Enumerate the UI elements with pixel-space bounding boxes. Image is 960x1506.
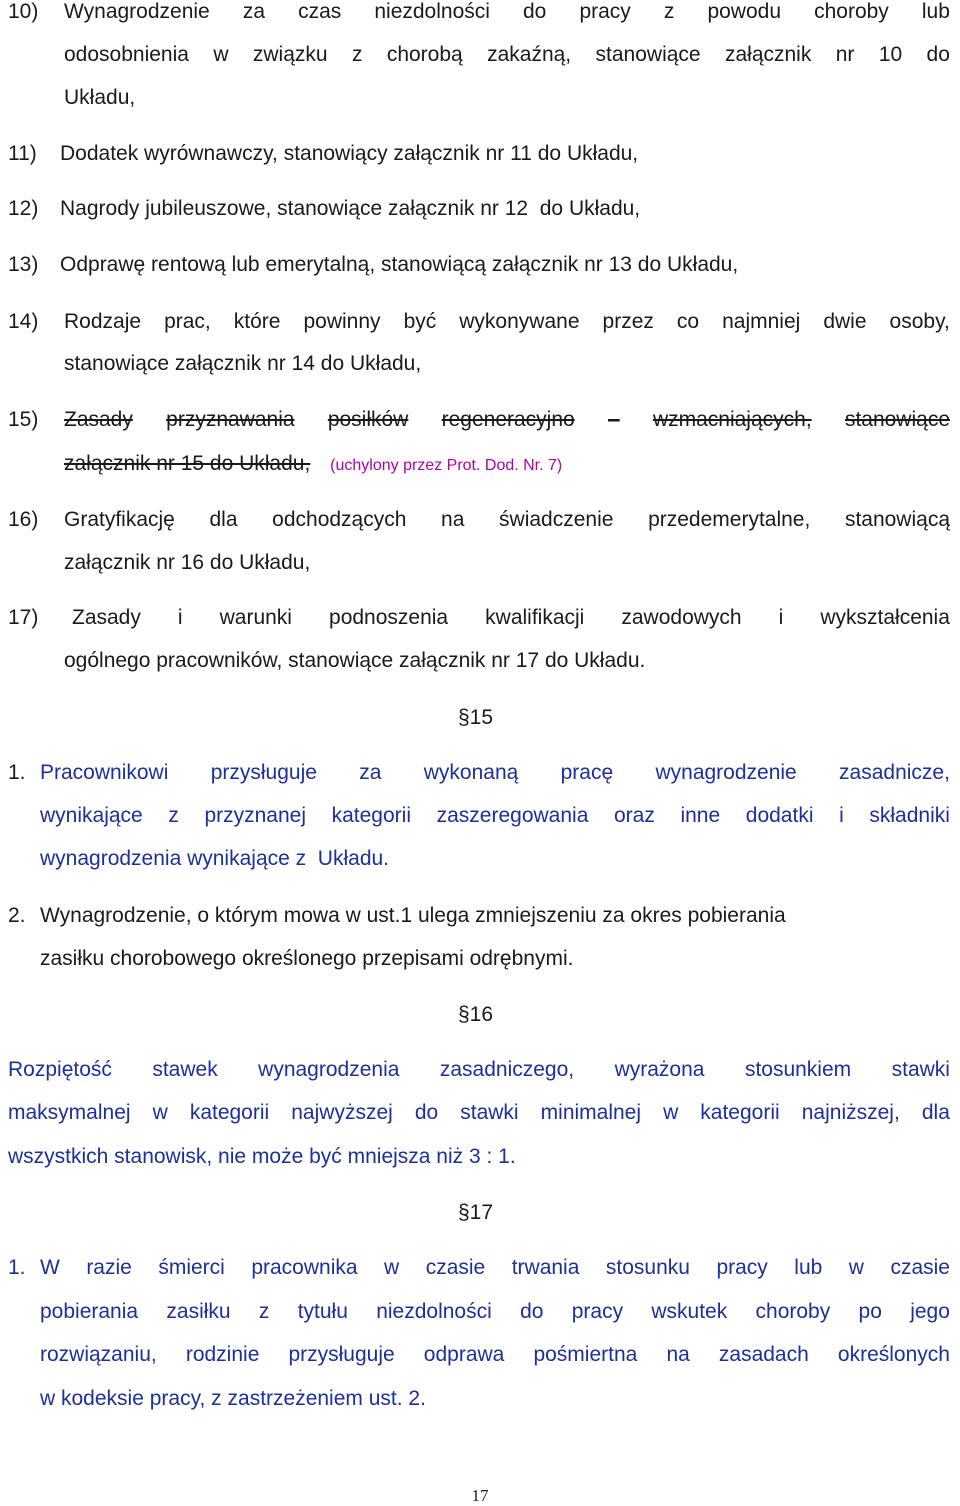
word: w: [663, 1101, 679, 1124]
item-line-struck: załącznik nr 15 do Układu,: [64, 452, 311, 475]
word: przyznanej: [204, 804, 306, 827]
item-text: Nagrody jubileuszowe, stanowiące załącznik nr 12 do Układu,: [60, 197, 641, 220]
word: zakaźną,: [487, 43, 572, 66]
word: przysługuje: [288, 1343, 395, 1366]
word: pracownika: [251, 1256, 358, 1279]
word: i: [839, 804, 844, 827]
word: wskutek: [651, 1300, 728, 1323]
word: wzmacniających,: [652, 408, 812, 431]
word: stanowiące: [595, 43, 701, 66]
paragraph-line: [40, 1256, 950, 1280]
word: które: [233, 310, 281, 333]
word: choroby: [755, 1300, 831, 1323]
word: najmniej: [722, 310, 801, 333]
word: z: [258, 1300, 270, 1323]
item-line: [64, 43, 950, 67]
word: i: [177, 606, 183, 629]
word: odprawa: [423, 1343, 505, 1366]
word: za: [359, 761, 382, 784]
word: dwie: [823, 310, 867, 333]
word: kategorii: [189, 1101, 270, 1124]
item-number: 10): [8, 0, 39, 23]
paragraph-line: [40, 804, 950, 828]
word: z: [168, 804, 179, 827]
word: najwyższej: [291, 1101, 393, 1124]
word: powinny: [303, 310, 381, 333]
word: posiłków: [327, 408, 409, 431]
word: zasiłku: [166, 1300, 231, 1323]
word: prac,: [164, 310, 211, 333]
item-number: 12): [8, 197, 39, 220]
word: minimalnej: [540, 1101, 642, 1124]
word: zawodowych: [621, 606, 742, 629]
word: z: [351, 43, 363, 66]
item-number: 15): [8, 408, 39, 431]
word: Wynagrodzenie: [64, 0, 210, 23]
word: Rozpiętość: [8, 1058, 112, 1081]
word: przedemerytalne,: [648, 508, 811, 531]
word: co: [676, 310, 700, 333]
word: lub: [921, 0, 950, 23]
word: rozwiązaniu,: [40, 1343, 157, 1366]
word: wykształcenia: [820, 606, 950, 629]
word: pracy: [571, 1300, 624, 1323]
word: Zasady: [72, 606, 141, 629]
word: załącznik: [724, 43, 812, 66]
word: dla: [209, 508, 238, 531]
word: do: [523, 0, 547, 23]
word: z: [663, 0, 675, 23]
section-heading-16: §16: [458, 1003, 494, 1026]
word: czasie: [425, 1256, 486, 1279]
word: wynagrodzenie: [655, 761, 797, 784]
word: W: [40, 1256, 60, 1279]
paragraph-line: Wynagrodzenie, o którym mowa w ust.1 ulega zmniejszeniu za okres pobierania: [40, 904, 786, 927]
word: odchodzących: [272, 508, 407, 531]
word: rodzinie: [185, 1343, 260, 1366]
word: razie: [86, 1256, 132, 1279]
item-line: [64, 508, 950, 532]
word: stosunku: [605, 1256, 690, 1279]
word: do: [926, 43, 950, 66]
paragraph-line: zasiłku chorobowego określonego przepisami odrębnymi.: [40, 947, 574, 970]
word: na: [441, 508, 465, 531]
word: Rodzaje: [64, 310, 142, 333]
paragraph-line: [40, 761, 950, 785]
word: zasadach: [718, 1343, 809, 1366]
paragraph-line: wynagrodzenia wynikające z Układu.: [40, 847, 390, 870]
word: przez: [602, 310, 654, 333]
item-number: 17): [8, 606, 39, 629]
word: do: [520, 1300, 544, 1323]
word: pracy: [579, 0, 631, 23]
paragraph-number: 2.: [8, 904, 26, 927]
word: niezdolności: [374, 0, 490, 23]
word: składniki: [869, 804, 950, 827]
word: chorobą: [386, 43, 463, 66]
word: pracy: [716, 1256, 768, 1279]
word: dla: [921, 1101, 950, 1124]
word: stanowiącą: [844, 508, 950, 531]
word: jego: [910, 1300, 950, 1323]
word: niezdolności: [376, 1300, 492, 1323]
word: pracę: [560, 761, 614, 784]
item-line: [64, 0, 950, 24]
item-line-struck: [64, 408, 950, 432]
word: stanowiące: [844, 408, 950, 431]
word: warunki: [219, 606, 292, 629]
item-line: [72, 606, 950, 630]
paragraph-line: [40, 1343, 950, 1367]
word: w: [848, 1256, 864, 1279]
word: śmierci: [158, 1256, 225, 1279]
word: stawki: [891, 1058, 950, 1081]
word: maksymalnej: [8, 1101, 131, 1124]
item-line: załącznik nr 16 do Układu,: [64, 551, 311, 574]
word: stawki: [460, 1101, 519, 1124]
word: najniższej,: [801, 1101, 900, 1124]
word: pośmiertna: [533, 1343, 638, 1366]
item-line: [64, 310, 950, 334]
word: kategorii: [700, 1101, 780, 1124]
paragraph-number: 1.: [8, 1256, 26, 1279]
page-number: 17: [471, 1486, 489, 1505]
word: po: [858, 1300, 882, 1323]
word: za: [242, 0, 265, 23]
word: wykonywane: [459, 310, 580, 333]
word: związku: [252, 43, 328, 66]
word: określonych: [837, 1343, 950, 1366]
word: oraz: [613, 804, 655, 827]
paragraph-line: wszystkich stanowisk, nie może być mniejsza niż 3 : 1.: [8, 1145, 516, 1168]
paragraph-line: w kodeksie pracy, z zastrzeżeniem ust. 2.: [40, 1387, 426, 1410]
word: stosunkiem: [744, 1058, 852, 1081]
word: powodu: [707, 0, 782, 23]
word: wykonaną: [423, 761, 519, 784]
item-line: Układu,: [64, 86, 136, 109]
word: pobierania: [40, 1300, 139, 1323]
word: na: [666, 1343, 690, 1366]
item-text: Dodatek wyrównawczy, stanowiący załącznik nr 11 do Układu,: [60, 142, 639, 165]
word: świadczenie: [499, 508, 614, 531]
word: 10: [878, 43, 903, 66]
word: regeneracyjno: [441, 408, 575, 431]
repeal-note: (uchylony przez Prot. Dod. Nr. 7): [330, 457, 563, 474]
section-heading-17: §17: [458, 1201, 494, 1224]
word: choroby: [814, 0, 889, 23]
item-line: stanowiące załącznik nr 14 do Układu,: [64, 352, 422, 375]
word: Pracownikowi: [40, 761, 169, 784]
paragraph-line: [8, 1101, 950, 1125]
paragraph-number: 1.: [8, 761, 26, 784]
word: podnoszenia: [329, 606, 449, 629]
word: trwania: [511, 1256, 580, 1279]
word: odosobnienia: [64, 43, 189, 66]
word: w: [384, 1256, 400, 1279]
word: wynagrodzenia: [258, 1058, 400, 1081]
word: –: [607, 408, 620, 431]
word: i: [778, 606, 784, 629]
item-line: ogólnego pracowników, stanowiące załącznik nr 17 do Układu.: [64, 649, 646, 672]
item-number: 11): [8, 142, 37, 165]
item-text: Odprawę rentową lub emerytalną, stanowiącą załącznik nr 13 do Układu,: [60, 253, 739, 276]
word: tytułu: [297, 1300, 348, 1323]
word: zasadnicze,: [839, 761, 950, 784]
word: zasadniczego,: [439, 1058, 575, 1081]
item-number: 16): [8, 508, 39, 531]
word: do: [414, 1101, 439, 1124]
item-number: 13): [8, 253, 39, 276]
word: dodatki: [745, 804, 814, 827]
word: zaszeregowania: [436, 804, 589, 827]
word: osoby,: [889, 310, 950, 333]
word: stawek: [152, 1058, 218, 1081]
word: lub: [794, 1256, 823, 1279]
word: wynikające: [40, 804, 143, 827]
word: czasie: [890, 1256, 950, 1279]
word: kwalifikacji: [485, 606, 585, 629]
word: przysługuje: [210, 761, 317, 784]
word: być: [403, 310, 437, 333]
word: przyznawania: [166, 408, 295, 431]
word: wyrażona: [614, 1058, 705, 1081]
section-heading-15: §15: [458, 706, 494, 729]
word: Zasady: [64, 408, 133, 431]
word: Gratyfikację: [64, 508, 175, 531]
paragraph-line: [40, 1300, 950, 1324]
word: inne: [680, 804, 721, 827]
word: kategorii: [331, 804, 411, 827]
paragraph-line: [8, 1058, 950, 1082]
word: czas: [298, 0, 342, 23]
word: nr: [835, 43, 855, 66]
word: w: [213, 43, 229, 66]
word: w: [152, 1101, 168, 1124]
item-number: 14): [8, 310, 39, 333]
